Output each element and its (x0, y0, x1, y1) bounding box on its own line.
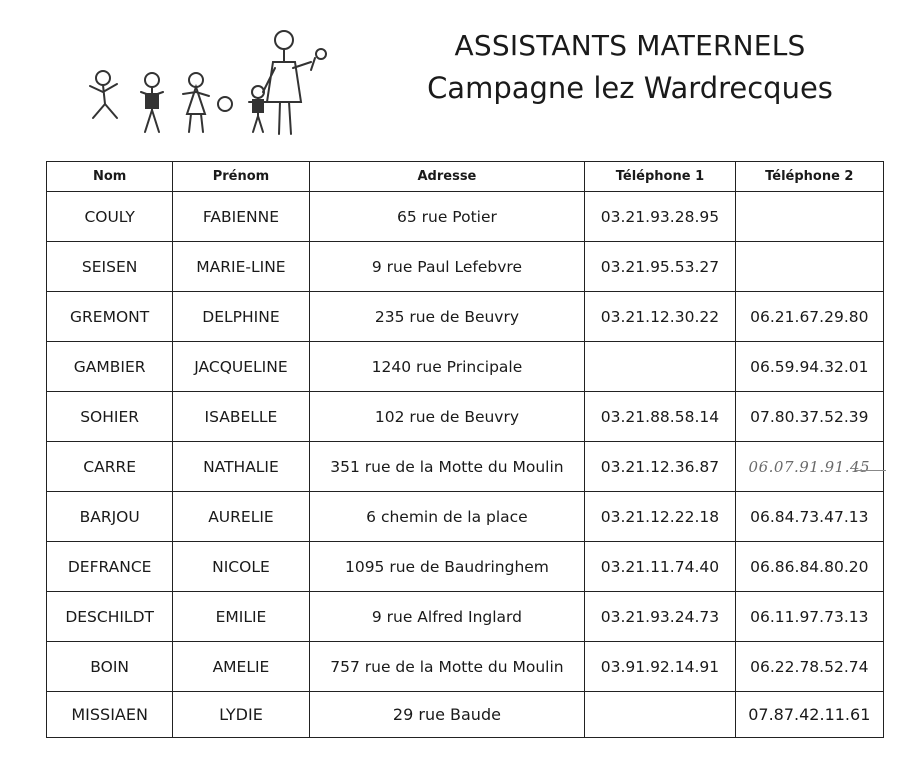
family-drawing-icon (75, 22, 335, 140)
cell-telephone-1: 03.21.12.36.87 (585, 442, 735, 492)
table-row (47, 692, 884, 738)
table-header-row (47, 162, 884, 192)
cell-prenom: JACQUELINE (173, 342, 309, 392)
table-row (47, 242, 884, 292)
cell-nom: BARJOU (47, 492, 173, 542)
cell-prenom: ISABELLE (173, 392, 309, 442)
cell-telephone-1: 03.21.93.24.73 (585, 592, 735, 642)
cell-prenom: DELPHINE (173, 292, 309, 342)
cell-telephone-1: 03.21.12.22.18 (585, 492, 735, 542)
cell-prenom: AURELIE (173, 492, 309, 542)
document-subtitle: Campagne lez Wardrecques (427, 71, 833, 105)
cell-adresse: 102 rue de Beuvry (309, 392, 585, 442)
cell-adresse: 1095 rue de Baudringhem (309, 542, 585, 592)
cell-telephone-2: 06.22.78.52.74 (735, 642, 883, 692)
cell-telephone-1: 03.21.88.58.14 (585, 392, 735, 442)
cell-nom: SOHIER (47, 392, 173, 442)
cell-prenom: NICOLE (173, 542, 309, 592)
cell-telephone-2: 06.21.67.29.80 (735, 292, 883, 342)
cell-prenom: LYDIE (173, 692, 309, 738)
cell-telephone-1 (585, 342, 735, 392)
cell-prenom: AMELIE (173, 642, 309, 692)
cell-adresse: 9 rue Paul Lefebvre (309, 242, 585, 292)
document-title: ASSISTANTS MATERNELS (454, 29, 806, 62)
cell-adresse: 235 rue de Beuvry (309, 292, 585, 342)
cell-telephone-1: 03.21.93.28.95 (585, 192, 735, 242)
cell-telephone-1: 03.21.95.53.27 (585, 242, 735, 292)
cell-telephone-2: 07.87.42.11.61 (735, 692, 883, 738)
column-header-telephone-1: Téléphone 1 (585, 162, 735, 192)
handwritten-phone: 06.07.91.91.45 (748, 457, 871, 476)
column-header-prenom: Prénom (173, 162, 309, 192)
cell-telephone-2: 06.84.73.47.13 (735, 492, 883, 542)
cell-telephone-2: 07.80.37.52.39 (735, 392, 883, 442)
table-row (47, 442, 884, 492)
cell-prenom: FABIENNE (173, 192, 309, 242)
cell-nom: DEFRANCE (47, 542, 173, 592)
cell-adresse: 65 rue Potier (309, 192, 585, 242)
cell-adresse: 1240 rue Principale (309, 342, 585, 392)
column-header-nom: Nom (47, 162, 173, 192)
cell-nom: DESCHILDT (47, 592, 173, 642)
cell-prenom: EMILIE (173, 592, 309, 642)
cell-nom: GREMONT (47, 292, 173, 342)
table-row (47, 592, 884, 642)
cell-telephone-1: 03.21.12.30.22 (585, 292, 735, 342)
cell-nom: SEISEN (47, 242, 173, 292)
column-header-telephone-2: Téléphone 2 (735, 162, 883, 192)
cell-adresse: 351 rue de la Motte du Moulin (309, 442, 585, 492)
table-row (47, 192, 884, 242)
cell-telephone-1 (585, 692, 735, 738)
table-row (47, 642, 884, 692)
title-block (370, 28, 890, 108)
cell-nom: BOIN (47, 642, 173, 692)
table-row (47, 492, 884, 542)
cell-prenom: MARIE-LINE (173, 242, 309, 292)
cell-telephone-2 (735, 192, 883, 242)
pen-stroke (856, 470, 886, 471)
cell-adresse: 6 chemin de la place (309, 492, 585, 542)
cell-telephone-1: 03.91.92.14.91 (585, 642, 735, 692)
cell-telephone-2-handwritten (735, 442, 883, 492)
cell-nom: COULY (47, 192, 173, 242)
column-header-adresse: Adresse (309, 162, 585, 192)
table-row (47, 342, 884, 392)
table-row (47, 292, 884, 342)
cell-nom: CARRE (47, 442, 173, 492)
childminders-table (46, 161, 884, 738)
cell-telephone-2 (735, 242, 883, 292)
cell-telephone-2: 06.11.97.73.13 (735, 592, 883, 642)
cell-nom: MISSIAEN (47, 692, 173, 738)
cell-prenom: NATHALIE (173, 442, 309, 492)
cell-telephone-2: 06.86.84.80.20 (735, 542, 883, 592)
table-row (47, 392, 884, 442)
cell-adresse: 29 rue Baude (309, 692, 585, 738)
table-row (47, 542, 884, 592)
document-header (0, 0, 919, 160)
cell-adresse: 9 rue Alfred Inglard (309, 592, 585, 642)
cell-telephone-1: 03.21.11.74.40 (585, 542, 735, 592)
cell-adresse: 757 rue de la Motte du Moulin (309, 642, 585, 692)
cell-nom: GAMBIER (47, 342, 173, 392)
cell-telephone-2: 06.59.94.32.01 (735, 342, 883, 392)
